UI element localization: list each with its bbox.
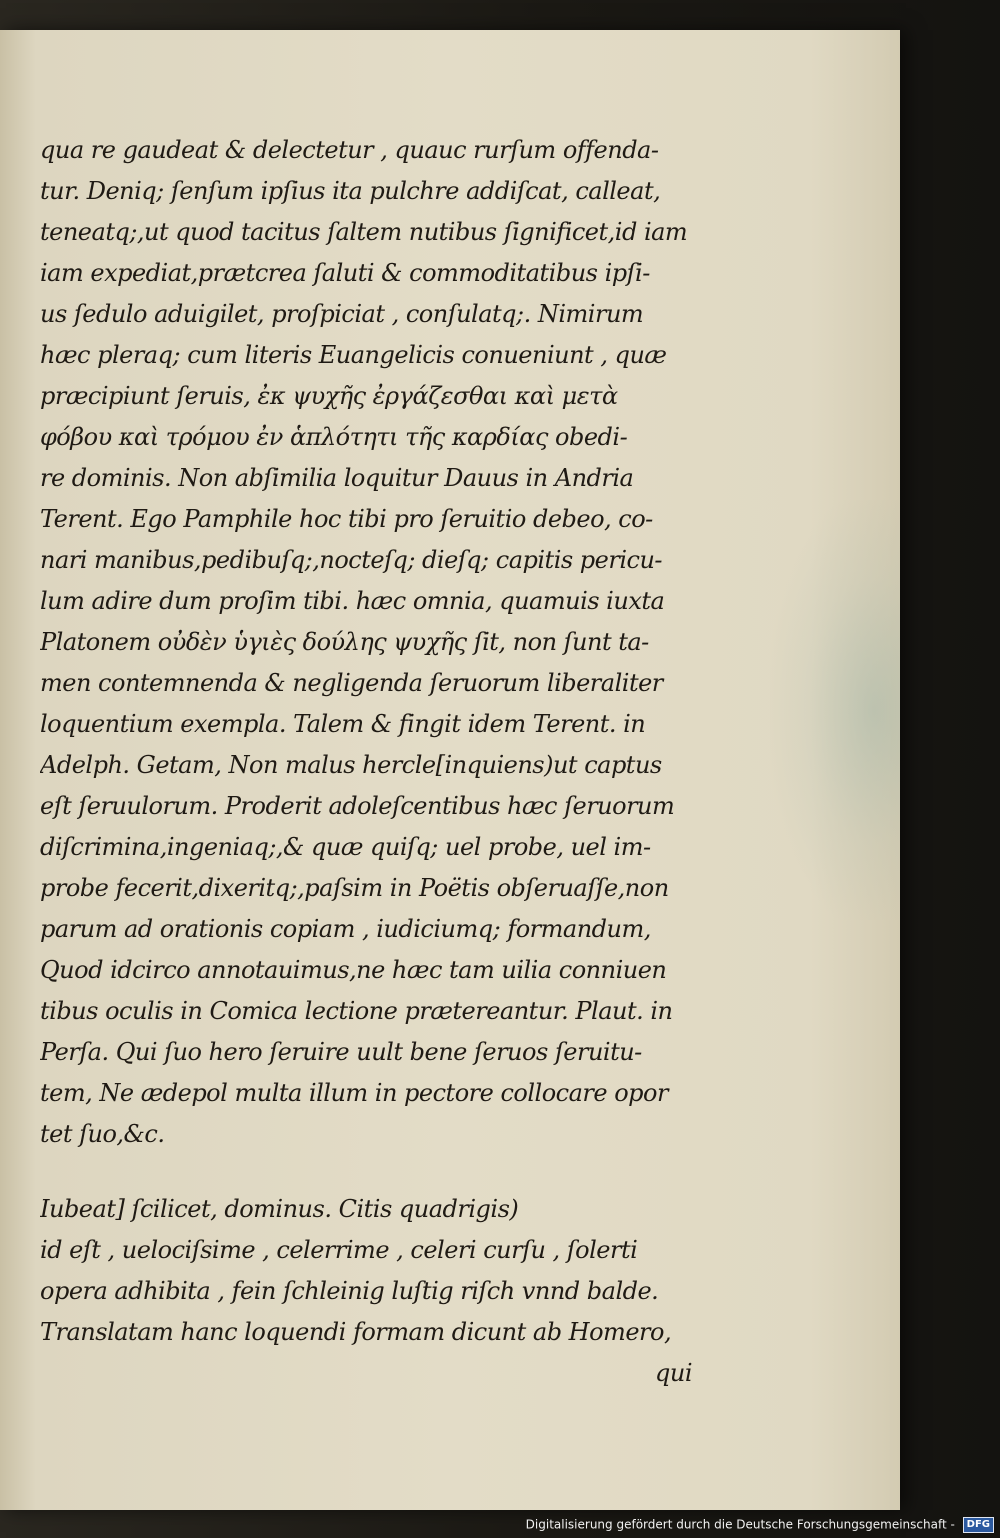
paragraph2-line: opera adhibita , fein ſchleinig luſtig riſch vnnd balde. — [40, 1277, 659, 1305]
text-line: men contemnenda & negligenda ſeruorum liberaliter — [40, 669, 663, 697]
text-line: eſt ſeruulorum. Proderit adoleſcentibus hæc ſeruorum — [40, 792, 675, 820]
text-line: qua re gaudeat & delectetur , quauc rurſum offenda- — [40, 136, 659, 164]
book-page — [0, 30, 900, 1510]
text-line: tur. Deniq; ſenſum ipſius ita pulchre addiſcat, calleat, — [40, 177, 661, 205]
digitization-credit — [526, 1514, 994, 1534]
text-line: præcipiunt ſeruis, ἐκ ψυχῆς ἐργάζεσθαι καὶ μετὰ — [40, 382, 618, 410]
paragraph2-line: Iubeat] ſcilicet, dominus. Citis quadrigis) — [40, 1195, 519, 1223]
water-stain — [770, 500, 900, 920]
text-line: us ſedulo aduigilet, proſpiciat , conſulatq;. Nimirum — [40, 300, 644, 328]
credit-text: Digitalisierung gefördert durch die Deutsche Forschungsgemeinschaft - — [525, 1517, 955, 1532]
text-line: tem, Ne ædepol multa illum in pectore collocare opor — [40, 1079, 668, 1107]
text-line: Platonem οὐδὲν ὑγιὲς δούλης ψυχῆς ſit, non ſunt ta- — [40, 628, 649, 656]
text-line: loquentium exempla. Talem & fingit idem Terent. in — [40, 710, 646, 738]
text-line: hæc pleraq; cum literis Euangelicis conueniunt , quæ — [40, 341, 667, 369]
text-line: teneatq;,ut quod tacitus ſaltem nutibus ſignificet,id iam — [40, 218, 688, 246]
text-line: lum adire dum proſim tibi. hæc omnia, quamuis iuxta — [40, 587, 665, 615]
text-line: Adelph. Getam, Non malus hercle[inquiens)ut captus — [40, 751, 662, 779]
text-line: Terent. Ego Pamphile hoc tibi pro ſeruitio debeo, co- — [40, 505, 653, 533]
text-line: re dominis. Non abſimilia loquitur Dauus in Andria — [40, 464, 634, 492]
text-line: Perſa. Qui ſuo hero ſeruire uult bene ſeruos ſeruitu- — [40, 1038, 642, 1066]
text-line: tet ſuo,&c. — [40, 1120, 165, 1148]
text-line: parum ad orationis copiam , iudiciumq; formandum, — [40, 915, 651, 943]
paragraph2-line: id eſt , uelociſsime , celerrime , celeri curſu , ſolerti — [40, 1236, 638, 1264]
catchword: qui — [655, 1359, 692, 1387]
text-line: tibus oculis in Comica lectione prætereantur. Plaut. in — [40, 997, 673, 1025]
text-line: nari manibus,pedibuſq;,nocteſq; dieſq; capitis pericu- — [40, 546, 663, 574]
paragraph2-line: Translatam hanc loquendi formam dicunt ab Homero, — [40, 1318, 672, 1346]
page-text — [40, 130, 730, 1394]
dfg-logo-icon: DFG — [963, 1517, 994, 1533]
text-line: probe fecerit,dixeritq;,paſsim in Poëtis obſeruaſſe,non — [40, 874, 669, 902]
text-line: φόβου καὶ τρόμου ἐν ἁπλότητι τῆς καρδίας obedi- — [40, 423, 628, 451]
text-line: diſcrimina,ingeniaq;,& quæ quiſq; uel probe, uel im- — [40, 833, 651, 861]
text-line: Quod idcirco annotauimus,ne hæc tam uilia conniuen — [40, 956, 667, 984]
paragraph-gap — [40, 1155, 730, 1189]
text-line: iam expediat,prætcrea ſaluti & commoditatibus ipſi- — [40, 259, 650, 287]
